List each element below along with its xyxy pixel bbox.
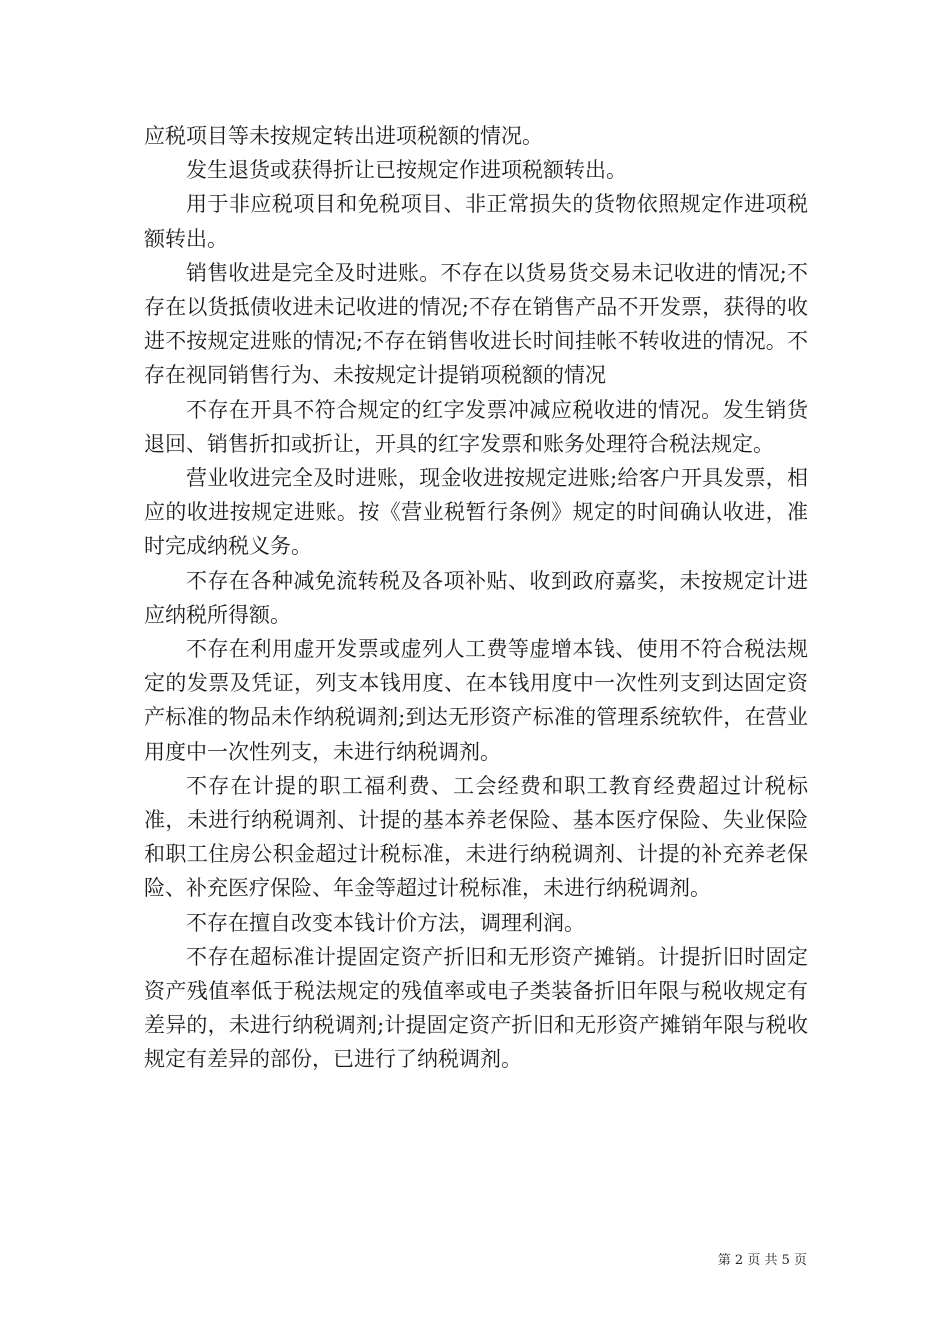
paragraph-8: 不存在利用虚开发票或虚列人工费等虚增本钱、使用不符合税法规定的发票及凭证，列支本钱用度、在本钱用度中一次性列支到达固定资产标准的物品未作纳税调剂;到达无形资产标准的管理系统软件，在营业用度中一次性列支，未进行纳税调剂。 xyxy=(144,637,808,764)
paragraph-5: 不存在开具不符合规定的红字发票冲减应税收进的情况。发生销货退回、销售折扣或折让，开具的红字发票和账务处理符合税法规定。 xyxy=(144,397,808,456)
page-number-footer: 第 2 页 共 5 页 xyxy=(717,1253,807,1268)
paragraph-7: 不存在各种减免流转税及各项补贴、收到政府嘉奖，未按规定计进应纳税所得额。 xyxy=(144,568,808,627)
paragraph-4: 销售收进是完全及时进账。不存在以货易货交易未记收进的情况;不存在以货抵债收进未记收进的情况;不存在销售产品不开发票，获得的收进不按规定进账的情况;不存在销售收进长时间挂帐不转收进的情况。不存在视同销售行为、未按规定计提销项税额的情况 xyxy=(144,260,808,388)
paragraph-11: 不存在超标准计提固定资产折旧和无形资产摊销。计提折旧时固定资产残值率低于税法规定的残值率或电子类装备折旧年限与税收规定有差异的，未进行纳税调剂;计提固定资产折旧和无形资产摊销年限与税收规定有差异的部份，已进行了纳税调剂。 xyxy=(144,944,808,1072)
paragraph-2: 发生退货或获得折让已按规定作进项税额转出。 xyxy=(186,158,627,183)
paragraph-1: 应税项目等未按规定转出进项税额的情况。 xyxy=(144,124,543,148)
paragraph-3: 用于非应税项目和免税项目、非正常损失的货物依照规定作进项税额转出。 xyxy=(144,192,808,251)
paragraph-9: 不存在计提的职工福利费、工会经费和职工教育经费超过计税标准，未进行纳税调剂、计提的基本养老保险、基本医疗保险、失业保险和职工住房公积金超过计税标准，未进行纳税调剂、计提的补充养老保险、补充医疗保险、年金等超过计税标准，未进行纳税调剂。 xyxy=(144,773,808,901)
paragraph-6: 营业收进完全及时进账，现金收进按规定进账;给客户开具发票，相应的收进按规定进账。按《营业税暂行条例》规定的时间确认收进，准时完成纳税义务。 xyxy=(144,466,808,559)
paragraph-10: 不存在擅自改变本钱计价方法，调理利润。 xyxy=(186,910,585,935)
document-body xyxy=(144,119,808,1077)
